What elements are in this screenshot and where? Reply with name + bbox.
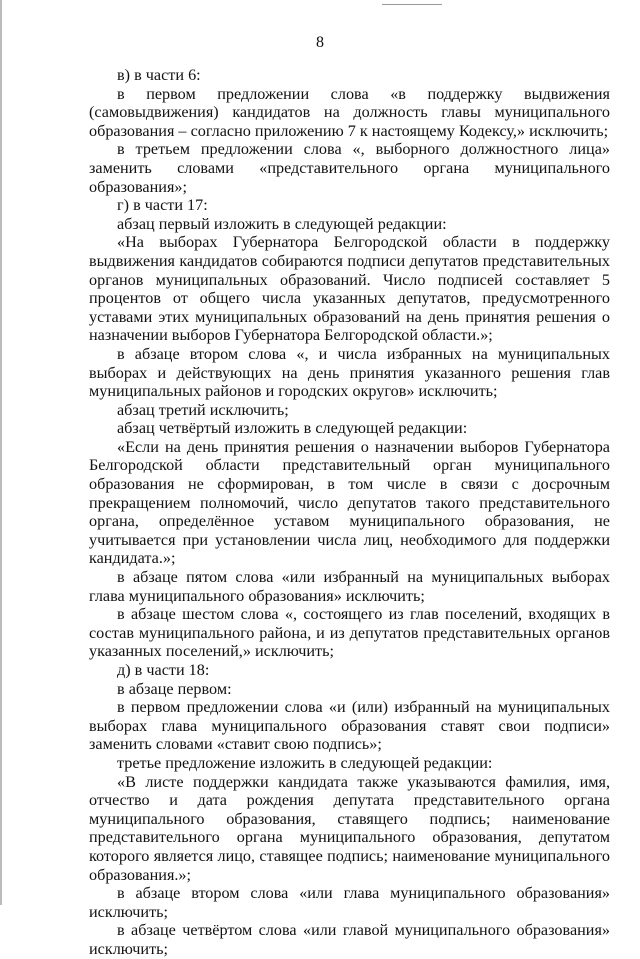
paragraph: абзац четвёртый изложить в следующей редакции: xyxy=(117,419,468,438)
paragraph: в первом предложении слова «и (или) избранный на муниципальных выборах глава муниципального образования ставят свои подписи» заменить словами «ставит свою подпись»; xyxy=(89,698,610,754)
paragraph: «Если на день принятия решения о назначении выборов Губернатора Белгородской области представительный орган муниципального образования не сформирован, в том числе в связи с досрочным прекращением полномочий, число депутатов такого представительного органа, определённое уставом муниципального образования, не учитывается при установлении числа лиц, необходимого для поддержки кандидата.»; xyxy=(89,437,610,568)
scan-mark xyxy=(382,4,442,5)
paragraph: абзац третий исключить; xyxy=(117,400,289,419)
scan-mark xyxy=(0,0,2,905)
paragraph: в абзаце четвёртом слова «или главой муниципального образования» исключить; xyxy=(89,921,610,958)
document-body xyxy=(89,66,610,959)
paragraph: в) в части 6: xyxy=(117,66,201,84)
paragraph: «На выборах Губернатора Белгородской области в поддержку выдвижения кандидатов собираются подписи депутатов представительных органов муниципальных образований. Число подписей составляет 5 процентов от общего числа указанных депутатов, предусмотренного уставами этих муниципальных образований на день принятия решения о назначении выборов Губернатора Белгородской области.»; xyxy=(89,233,610,345)
paragraph: в абзаце пятом слова «или избранный на муниципальных выборах глава муниципального образования» исключить; xyxy=(89,568,610,605)
page-number: 8 xyxy=(316,34,324,51)
paragraph: в абзаце первом: xyxy=(117,679,232,698)
paragraph: г) в части 17: xyxy=(117,196,208,215)
paragraph: д) в части 18: xyxy=(117,661,210,679)
paragraph: «В листе поддержки кандидата также указываются фамилия, имя, отчество и дата рождения депутата представительного органа муниципального образования, ставящего подпись; наименование представительного органа муниципального образования, депутатом которого является лицо, ставящее подпись; наименование муниципального образования.»; xyxy=(89,772,610,884)
paragraph: в третьем предложении слова «, выборного должностного лица» заменить словами «представительного органа муниципального образования»; xyxy=(89,140,610,196)
paragraph: в абзаце втором слова «или глава муниципального образования» исключить; xyxy=(89,884,610,921)
paragraph: абзац первый изложить в следующей редакции: xyxy=(117,214,447,233)
paragraph: в абзаце шестом слова «, состоящего из глав поселений, входящих в состав муниципального района, и из депутатов представительных органов указанных поселений,» исключить; xyxy=(89,605,610,661)
paragraph: третье предложение изложить в следующей редакции: xyxy=(117,753,493,772)
paragraph: в абзаце втором слова «, и числа избранных на муниципальных выборах и действующих на день принятия указанного решения глав муниципальных районов и городских округов» исключить; xyxy=(89,344,610,401)
paragraph: в первом предложении слова «в поддержку выдвижения (самовыдвижения) кандидатов на должность главы муниципального образования – согласно приложению 7 к настоящему Кодексу,» исключить; xyxy=(89,84,610,140)
